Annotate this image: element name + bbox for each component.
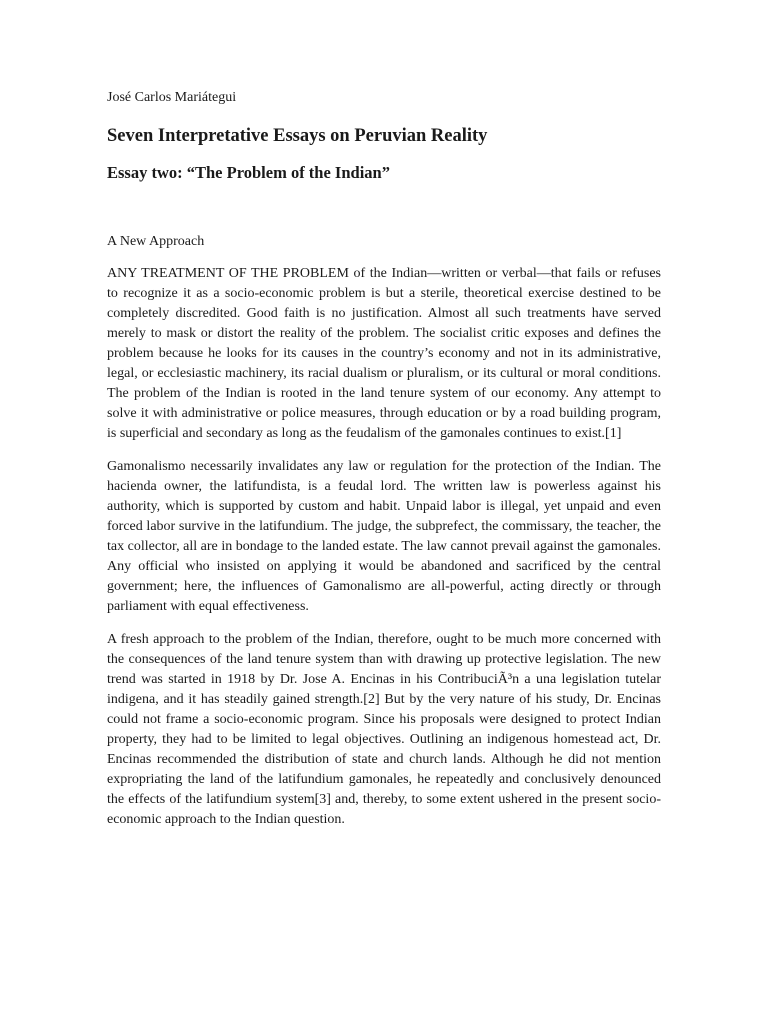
essay-subtitle: Essay two: “The Problem of the Indian” (107, 163, 390, 182)
paragraph: A fresh approach to the problem of the Indian, therefore, ought to be much more concerned with the consequences of the land tenure system than with drawing up protective legislation. The new trend was started in 1918 by Dr. Jose A. Encinas in his ContribuciÃ³n a una legislation tutelar indigena, and it has steadily gained strength.[2] But by the very nature of his study, Dr. Encinas could not frame a socio-economic program. Since his proposals were designed to protect Indian property, they had to be limited to legal objectives. Outlining an indigenous homestead act, Dr. Encinas recommended the distribution of state and church lands. Although he did not mention expropriating the land of the latifundium gamonales, he repeatedly and conclusively denounced the effects of the latifundium system[3] and, thereby, to some extent ushered in the present socio-economic approach to the Indian question. (107, 632, 661, 827)
paragraph: ANY TREATMENT OF THE PROBLEM of the Indian—written or verbal—that fails or refuses to recognize it as a socio-economic problem is but a sterile, theoretical exercise destined to be completely discredited. Good faith is no justification. Almost all such treatments have served merely to mask or distort the reality of the problem. The socialist critic exposes and defines the problem because he looks for its causes in the country’s economy and not in its administrative, legal, or ecclesiastic machinery, its racial dualism or pluralism, or its cultural or moral conditions. The problem of the Indian is rooted in the land tenure system of our economy. Any attempt to solve it with administrative or police measures, through education or by a road building program, is superficial and secondary as long as the feudalism of the gamonales continues to exist.[1] (107, 266, 661, 441)
document-body (107, 88, 661, 830)
author-name: José Carlos Mariátegui (107, 90, 237, 105)
paragraph: Gamonalismo necessarily invalidates any law or regulation for the protection of the Indian. The hacienda owner, the latifundista, is a feudal lord. The written law is powerless against his authority, which is supported by custom and habit. Unpaid labor is illegal, yet unpaid and even forced labor survive in the latifundium. The judge, the subprefect, the commissary, the teacher, the tax collector, all are in bondage to the landed estate. The law cannot prevail against the gamonales. Any official who insisted on applying it would be abandoned and sacrificed by the central government; here, the influences of Gamonalismo are all-powerful, acting directly or through parliament with equal effectiveness. (107, 459, 661, 614)
section-heading: A New Approach (107, 234, 205, 249)
document-title: Seven Interpretative Essays on Peruvian Reality (107, 126, 488, 146)
